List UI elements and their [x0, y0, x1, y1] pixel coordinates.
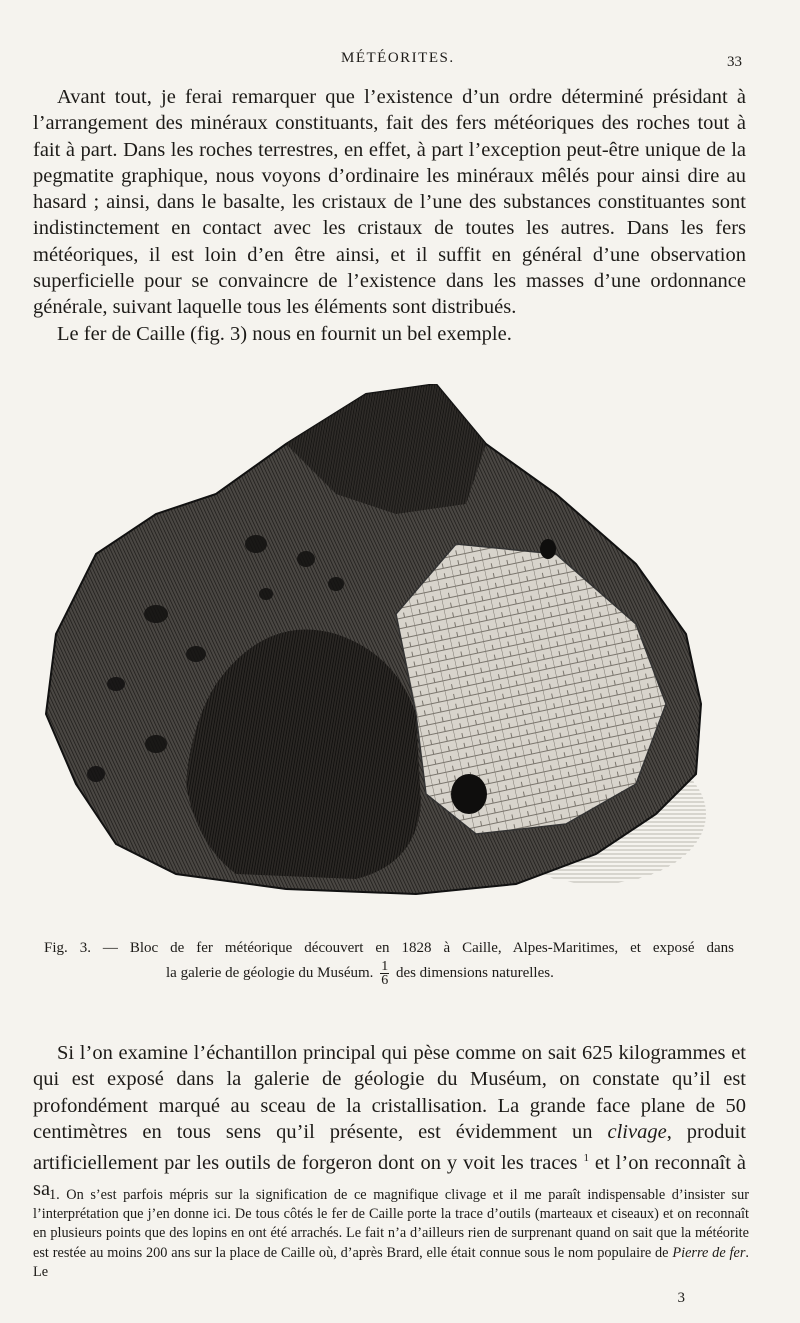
footnote [33, 1186, 749, 1282]
emphasis: clivage [607, 1120, 667, 1143]
signature-mark: 3 [677, 1290, 685, 1306]
fraction-numerator: 1 [381, 959, 389, 974]
paragraph-caille-example: Le fer de Caille (fig. 3) nous en fournit un bel exemple. [57, 322, 512, 345]
meteorite-engraving [36, 384, 736, 914]
fraction-denominator: 6 [381, 973, 389, 988]
paragraph-cleavage [33, 1040, 746, 1203]
text-span: et l’on reconnaît à sa [33, 1152, 746, 1201]
caption-line-2 [44, 960, 734, 987]
main-text [33, 1040, 746, 1203]
text-span: , produit artificiellement par les outils de forgeron dont on y voit les traces [33, 1120, 747, 1175]
intro-text [33, 84, 746, 347]
paragraph-arrangement: Avant tout, je ferai remarquer que l’existence d’un ordre déterminé présidant à l’arrangement des minéraux constituants, fait des fers météoriques des roches tout à fait à part. Dans les roches terrestres, en effet, à part l’exception peut-être unique de la pegmatite graphique, nous voyons d’ordinaire les minéraux mêlés pour ainsi dire au hasard ; ainsi, dans le basalte, les cristaux de l’une des substances constituantes sont indistinctement en contact avec les cristaux de toutes les autres. Dans les fers météoriques, il est loin d’en être ainsi, et il suffit en général d’une observation superficielle pour se convaincre de l’existence dans les masses d’une ordonnance générale, suivant laquelle tous les éléments sont distribués. [33, 86, 746, 319]
footnote-ref: 1 [583, 1152, 589, 1165]
caption-text: la galerie de géologie du Muséum. [166, 964, 374, 981]
footnote-text [33, 1186, 749, 1282]
text-span: 1. On s’est parfois mépris sur la signification de ce magnifique clivage et il me paraît indispensable d’insister sur l’interprétation que j’en donne ici. De tous côtés le fer de Caille porte la trace d’outils (marteaux et ciseaux) et on reconnaît en plusieurs points que des lopins en ont été arrachés. Le fait n’a d’ailleurs rien de surprenant quand on sait que la météorite est restée au moins 200 ans sur la place de Caille où, d’après Brard, elle était connue sous le nom populaire de [33, 1187, 749, 1261]
caption-line-1: Fig. 3. — Bloc de fer météorique découvert en 1828 à Caille, Alpes-Maritimes, et exposé dans [44, 940, 734, 956]
running-title: MÉTÉORITES. [341, 50, 455, 66]
caption-text-end: des dimensions naturelles. [395, 964, 554, 981]
running-header [0, 50, 800, 72]
scale-fraction [380, 960, 389, 987]
page-number: 33 [727, 54, 742, 70]
emphasis: Pierre de fer [672, 1244, 746, 1261]
text-span: Si l’on examine l’échantillon principal qui pèse comme on sait 625 kilogrammes et qui est exposé dans la galerie de géologie du Muséum, on constate qu’il est profondément marqué au sceau de la cristallisation. La grande face plane de 50 centimètres en tous sens qu’il présente, est évidemment un [33, 1042, 746, 1143]
text-span: . Le [33, 1244, 749, 1280]
figure-caption [44, 936, 734, 987]
